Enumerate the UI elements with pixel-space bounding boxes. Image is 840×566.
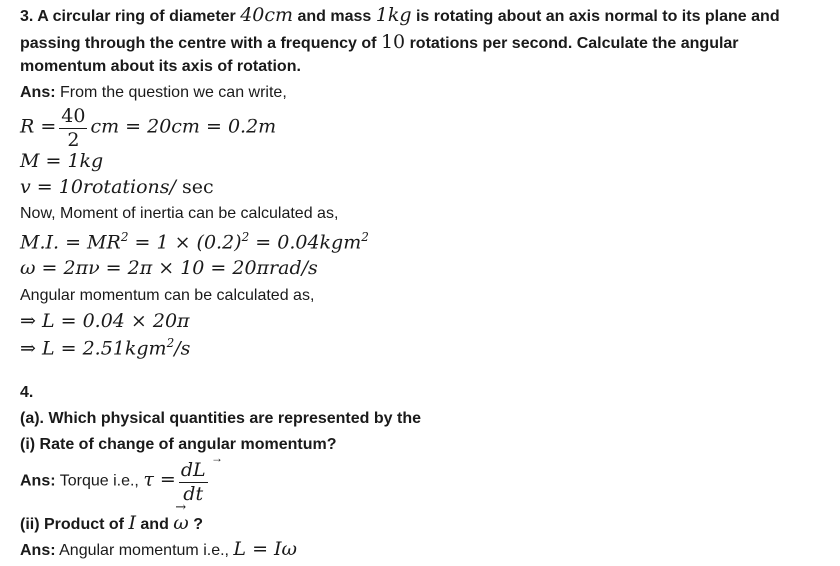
q4-part-a: (a). Which physical quantities are represented by the (20, 410, 421, 427)
q3-line-2: passing through the centre with a frequency of 10 rotations per second. Calculate the angular (20, 31, 739, 53)
q4-part-ii: (ii) Product of I and → ω ? (20, 500, 204, 534)
q3-answer-intro: Ans: From the question we can write, (20, 84, 287, 101)
l-equation-2: ⇒ L = 2.51kgm$^2$/s (20, 336, 191, 360)
q4-number: 4. (20, 384, 34, 401)
frequency-equation: v = 10rotations/ sec (20, 176, 214, 198)
radius-equation: R = $\frac{40}{2}$ cm = 20cm = 0.2m (20, 105, 277, 151)
q3-line-3: momentum about its axis of rotation. (20, 58, 301, 75)
torque-fraction: $\frac{dL}{dt}$ (180, 459, 206, 505)
am-intro: Angular momentum can be calculated as, (20, 287, 315, 304)
l-equation-1: ⇒ L = 0.04 × 20π (20, 310, 190, 332)
mass-equation: M = 1kg (20, 150, 104, 172)
moi-intro: Now, Moment of inertia can be calculated as, (20, 205, 339, 222)
vector-arrow-l: → (211, 451, 223, 465)
q3-line-1: 3. A circular ring of diameter 40cm and mass 1kg is rotating about an axis normal to its plane and (20, 4, 780, 26)
q4-part-i: (i) Rate of change of angular momentum? (20, 436, 337, 453)
q4-answer-i: Ans: Torque i.e., τ = $\frac{dL}{dt}$ (20, 459, 206, 505)
omega-equation: ω = 2πν = 2π × 10 = 20πrad/s (20, 257, 318, 279)
omega-vector: → ω (173, 500, 189, 534)
moi-equation: M.I. = $MR^2 = 1 \times (0.2)^2 = 0.04kgm^2$ (20, 230, 369, 254)
q4-answer-ii: Ans: Angular momentum i.e., L = Iω (20, 538, 298, 560)
radius-fraction: $\frac{40}{2}$ (61, 105, 86, 151)
